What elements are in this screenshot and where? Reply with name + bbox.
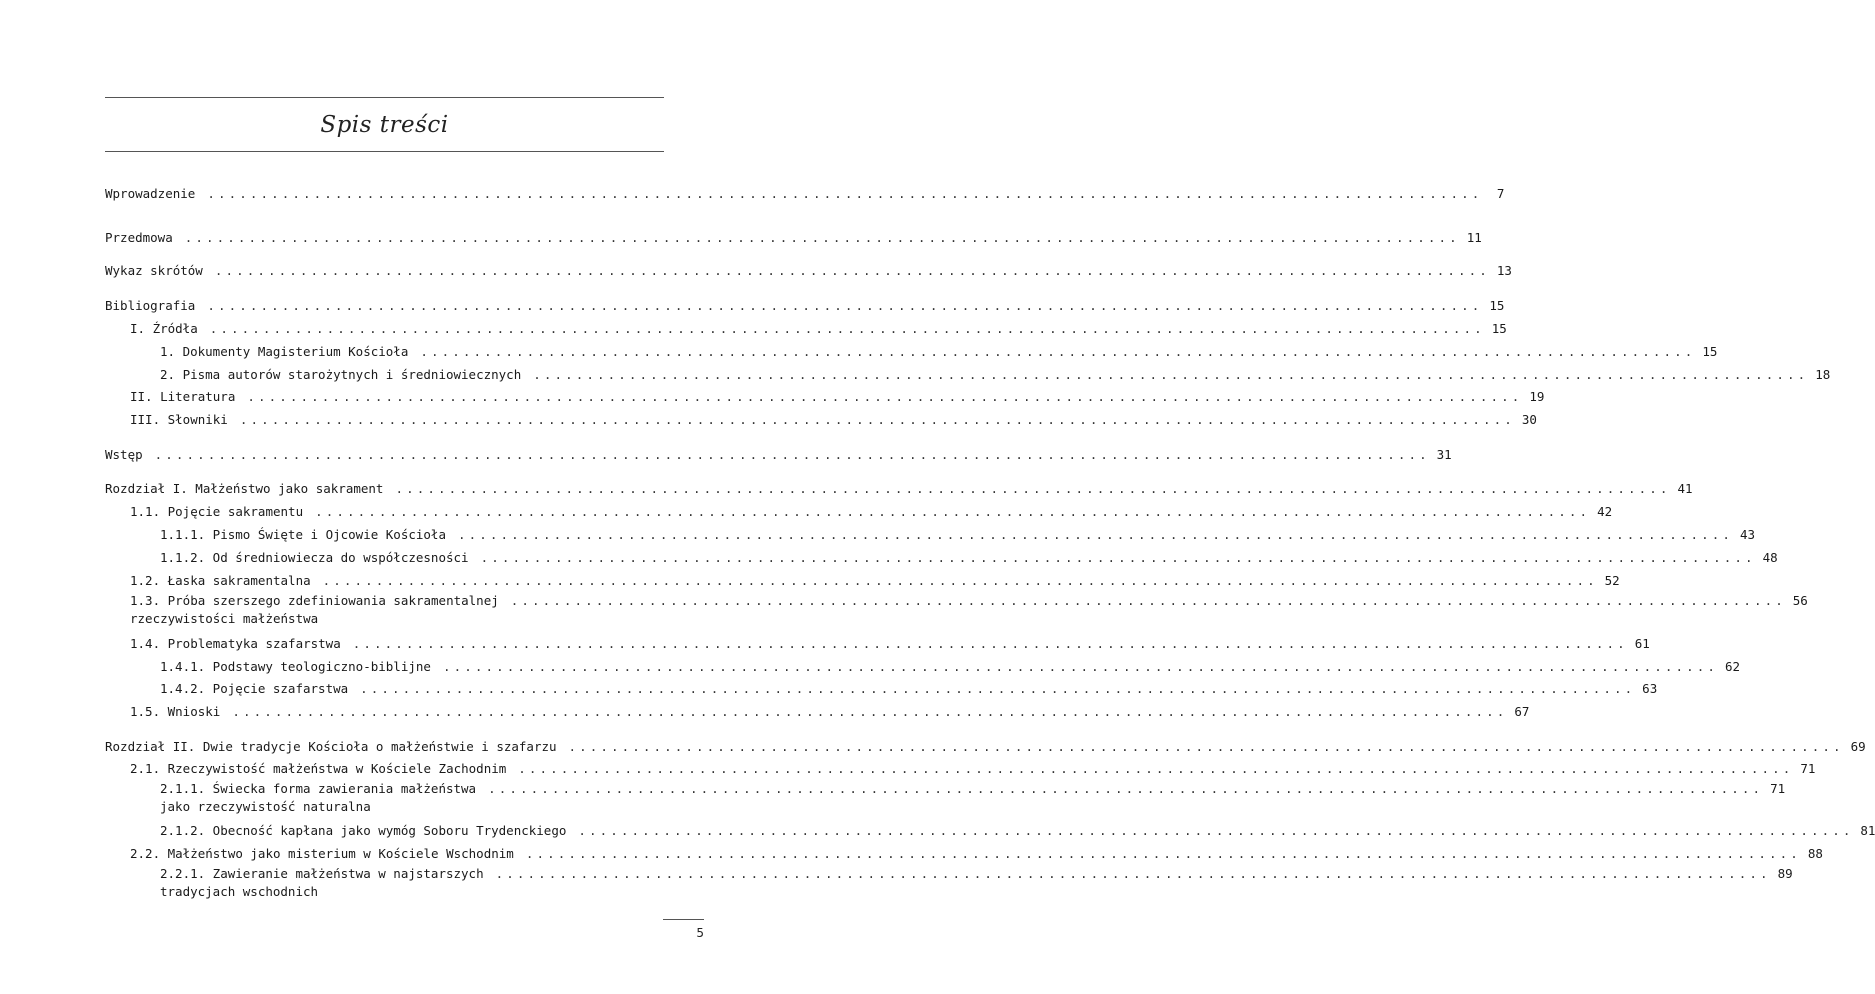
toc-entry-title-line2: rzeczywistości małżeństwa — [130, 611, 319, 626]
toc-entry-title — [160, 865, 484, 901]
toc-entry-title: II. Literatura — [130, 389, 236, 404]
toc-entry-page: 30 — [1521, 412, 1537, 427]
toc-entry-page: 89 — [1777, 866, 1793, 881]
toc-entry[interactable] — [160, 366, 1831, 384]
toc-entry-title-line2: jako rzeczywistość naturalna — [160, 799, 371, 814]
toc-entry-page: 69 — [1850, 739, 1866, 754]
toc-entry-page: 18 — [1815, 367, 1831, 382]
toc-leader-dots: ........................................................................................................................ — [533, 367, 1809, 382]
toc-entry-title: Wykaz skrótów — [105, 263, 203, 278]
toc-entry-title: 1.1.2. Od średniowiecza do współczesności — [160, 550, 469, 565]
toc-entry[interactable] — [130, 760, 1816, 778]
toc-entry-title: Wprowadzenie — [105, 186, 196, 201]
toc-entry-page: 61 — [1634, 636, 1650, 651]
toc-leader-dots: ........................................................................................................................ — [395, 481, 1671, 496]
toc-entry-title: Przedmowa — [105, 230, 173, 245]
toc-entry[interactable] — [160, 680, 1658, 698]
toc-leader-dots: ........................................................................................................................ — [495, 866, 1771, 881]
toc-leader-dots: ........................................................................................................................ — [488, 781, 1764, 796]
toc-entry[interactable] — [130, 572, 1620, 590]
toc-entry-title: 1.4.1. Podstawy teologiczno-biblijne — [160, 659, 431, 674]
toc-leader-dots: ........................................................................................................................ — [360, 681, 1636, 696]
toc-entry[interactable] — [105, 262, 1512, 280]
toc-entry-title: 1.2. Łaska sakramentalna — [130, 573, 311, 588]
toc-entry[interactable] — [105, 480, 1693, 498]
toc-entry-title-line2: tradycjach wschodnich — [160, 884, 319, 899]
toc-entry[interactable] — [160, 658, 1741, 676]
toc-entry-page: 15 — [1702, 344, 1718, 359]
toc-leader-dots: ........................................................................................................................ — [322, 573, 1598, 588]
toc-entry-page: 15 — [1489, 298, 1505, 313]
toc-leader-dots: ........................................................................................................................ — [518, 761, 1794, 776]
toc-entry-page: 88 — [1807, 846, 1823, 861]
toc-entry-page: 42 — [1597, 504, 1613, 519]
toc-entry-page: 11 — [1466, 230, 1482, 245]
toc-entry-title: 2.1.2. Obecność kapłana jako wymóg Soboru Trydenckiego — [160, 823, 567, 838]
toc-leader-dots: ........................................................................................................................ — [207, 298, 1483, 313]
toc-entry-title: I. Źródła — [130, 321, 198, 336]
toc-entry-title — [160, 780, 476, 816]
toc-leader-dots: ........................................................................................................................ — [578, 823, 1854, 838]
toc-entry-title: Wstęp — [105, 447, 143, 462]
toc-leader-dots: ........................................................................................................................ — [568, 739, 1844, 754]
toc-entry[interactable] — [130, 411, 1537, 429]
toc-entry[interactable] — [160, 549, 1778, 567]
toc-leader-dots: ........................................................................................................................ — [207, 186, 1483, 201]
toc-entry-page: 62 — [1724, 659, 1741, 674]
toc-leader-dots: ........................................................................................................................ — [442, 659, 1719, 674]
toc-leader-dots: ........................................................................................................................ — [184, 230, 1460, 245]
toc-entry[interactable] — [130, 503, 1613, 521]
toc-leader-dots: ........................................................................................................................ — [315, 504, 1591, 519]
toc-entry[interactable] — [105, 185, 1505, 203]
toc-leader-dots: ........................................................................................................................ — [232, 704, 1508, 719]
toc-entry-page: 7 — [1496, 186, 1505, 201]
toc-leader-dots: ........................................................................................................................ — [209, 321, 1485, 336]
toc-entry[interactable] — [160, 865, 1793, 901]
toc-leader-dots: ........................................................................................................................ — [420, 344, 1696, 359]
toc-entry-page: 19 — [1529, 389, 1545, 404]
toc-entry-title: 1.4. Problematyka szafarstwa — [130, 636, 341, 651]
toc-leader-dots: ........................................................................................................................ — [457, 527, 1734, 542]
toc-entry[interactable] — [105, 446, 1452, 464]
toc-entry[interactable] — [105, 297, 1505, 315]
toc-entry-title: 1.1.1. Pismo Święte i Ojcowie Kościoła — [160, 527, 446, 542]
title-rule — [105, 151, 664, 152]
toc-entry-title: 2. Pisma autorów starożytnych i średniowiecznych — [160, 367, 522, 382]
toc-entry-page: 71 — [1800, 761, 1816, 776]
toc-entry[interactable] — [105, 229, 1482, 247]
toc-entry-page: 81 — [1860, 823, 1875, 838]
toc-entry-title: Rozdział II. Dwie tradycje Kościoła o małżeństwie i szafarzu — [105, 739, 557, 754]
top-rule — [105, 97, 664, 98]
toc-entry-page: 13 — [1496, 263, 1512, 278]
toc-entry-title: 2.1. Rzeczywistość małżeństwa w Kościele Zachodnim — [130, 761, 507, 776]
toc-entry-title: III. Słowniki — [130, 412, 228, 427]
toc-entry-title-line1: 2.1.1. Świecka forma zawierania małżeństwa — [160, 781, 477, 796]
toc-entry-page: 67 — [1514, 704, 1530, 719]
toc-entry[interactable] — [160, 822, 1875, 840]
toc-entry-title: Bibliografia — [105, 298, 196, 313]
toc-entry-title: 2.2. Małżeństwo jako misterium w Kościele Wschodnim — [130, 846, 514, 861]
toc-entry-page: 15 — [1491, 321, 1507, 336]
toc-entry[interactable] — [130, 388, 1545, 406]
toc-entry-title — [130, 592, 499, 628]
toc-leader-dots: ........................................................................................................................ — [214, 263, 1490, 278]
toc-entry-title-line1: 1.3. Próba szerszego zdefiniowania sakramentalnej — [130, 593, 499, 608]
toc-entry-page: 52 — [1604, 573, 1620, 588]
toc-leader-dots: ........................................................................................................................ — [247, 389, 1523, 404]
toc-entry[interactable] — [160, 780, 1786, 816]
toc-leader-dots: ........................................................................................................................ — [352, 636, 1628, 651]
toc-leader-dots: ........................................................................................................................ — [239, 412, 1515, 427]
toc-entry-title: 1. Dokumenty Magisterium Kościoła — [160, 344, 409, 359]
toc-entry-title: 1.5. Wnioski — [130, 704, 221, 719]
toc-entry-page: 48 — [1762, 550, 1778, 565]
toc-entry[interactable] — [130, 635, 1650, 653]
toc-entry-page: 43 — [1740, 527, 1756, 542]
footer-rule — [663, 919, 704, 920]
toc-leader-dots: ........................................................................................................................ — [480, 550, 1756, 565]
toc-leader-dots: ........................................................................................................................ — [154, 447, 1430, 462]
toc-entry-page: 63 — [1642, 681, 1658, 696]
toc-entry-title: Rozdział I. Małżeństwo jako sakrament — [105, 481, 384, 496]
toc-entry[interactable] — [105, 738, 1866, 756]
toc-entry[interactable] — [130, 845, 1823, 863]
toc-entry-page: 56 — [1792, 593, 1808, 608]
page-title: Spis treści — [320, 112, 449, 138]
toc-entry[interactable] — [130, 320, 1507, 338]
toc-entry-title: 1.4.2. Pojęcie szafarstwa — [160, 681, 349, 696]
toc-entry-page: 71 — [1770, 781, 1786, 796]
toc-entry[interactable] — [160, 343, 1718, 361]
toc-entry[interactable] — [160, 526, 1756, 544]
toc-entry[interactable] — [130, 592, 1808, 628]
toc-leader-dots: ........................................................................................................................ — [525, 846, 1801, 861]
toc-entry-page: 41 — [1677, 481, 1693, 496]
toc-entry-title: 1.1. Pojęcie sakramentu — [130, 504, 304, 519]
toc-entry-page: 31 — [1436, 447, 1452, 462]
toc-entry-title-line1: 2.2.1. Zawieranie małżeństwa w najstarszych — [160, 866, 484, 881]
toc-entry[interactable] — [130, 703, 1530, 721]
toc-leader-dots: ........................................................................................................................ — [510, 593, 1786, 608]
page-number: 5 — [696, 926, 704, 940]
